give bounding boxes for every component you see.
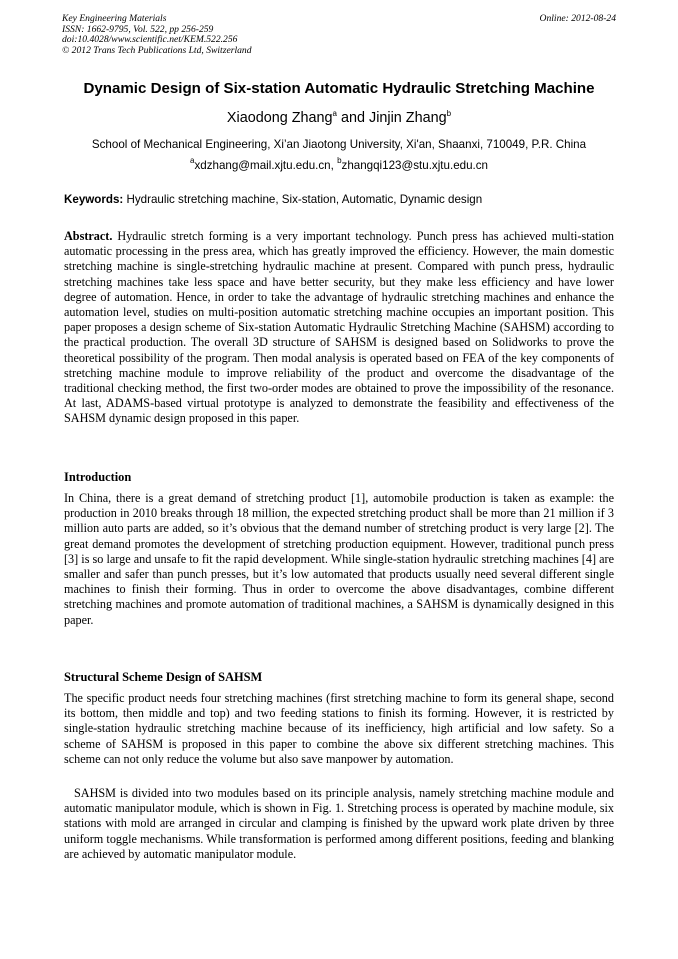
author-1: Xiaodong Zhang xyxy=(226,110,333,126)
author-conjunction: and xyxy=(337,110,370,126)
email-a: xdzhang@mail.xjtu.edu.cn, xyxy=(194,159,338,172)
abstract-text: Hydraulic stretch forming is a very important technology. Punch press has achieved multi-station automatic processing in the press area, which has greatly improved the efficiency. However, the main domestic stretching machine is single-stretching hydraulic machine at present. Compared with punch press, hydraulic stretching machines take less space and have better security, but they make less efficiency and have lower degree of automation. Hence, in order to take the advantage of hydraulic stretching machines and enhance the automation level, studies on multi-position automatic stretching machine occupies an important position. This paper proposes a design scheme of Six-station Automatic Hydraulic Stretching Machine (SAHSM) according to the practical production. The overall 3D structure of SAHSM is designed based on Solidworks to prove the theoretical possibility of the program. Then modal analysis is operated based on FEA of the key components of stretching machine module to improve reliability of the product and overcome the disadvantage of the traditional checking method, the first two-order modes are obtained to prove the impossibility of the resonance. At last, ADAMS-based virtual prototype is analyzed to demonstrate the feasibility and effectiveness of the SAHSM dynamic design proposed in this paper. xyxy=(64,229,614,426)
email-b-sup: b xyxy=(337,156,342,165)
structural-heading: Structural Scheme Design of SAHSM xyxy=(64,670,263,684)
email-line xyxy=(30,156,648,172)
email-a-sup: a xyxy=(190,156,195,165)
journal-name: Key Engineering Materials xyxy=(62,13,167,24)
copyright-line: © 2012 Trans Tech Publications Ltd, Switzerland xyxy=(62,44,252,56)
keywords-label: Keywords: xyxy=(64,193,124,206)
journal-header xyxy=(62,14,616,56)
introduction-heading: Introduction xyxy=(64,470,132,484)
journal-info xyxy=(62,14,616,56)
email-b: zhangqi123@stu.xjtu.edu.cn xyxy=(341,159,488,172)
author-line xyxy=(40,110,638,126)
abstract-label: Abstract. xyxy=(64,229,113,243)
structural-paragraph-2: SAHSM is divided into two modules based on its principle analysis, namely stretching machine module and automatic manipulator module, which is shown in Fig. 1. Stretching process is operated by machine module, six stations with mold are arranged in circular and clamping is finished by the upward work plate driven by three uniform toggle mechanisms. While transformation is performed among different positions, feeding and blanking are achieved by automatic manipulator module. xyxy=(64,786,614,861)
author-1-sup: a xyxy=(332,109,337,118)
affiliation: School of Mechanical Engineering, Xi’an Jiaotong University, Xi'an, Shaanxi, 710049, P.R. China xyxy=(91,138,587,151)
author-2-sup: b xyxy=(446,109,452,118)
introduction-paragraph: In China, there is a great demand of stretching product [1], automobile production is taken as example: the production in 2010 breaks through 18 million, the expected stretching product shall be more than 21 million if 3 million auto parts are added, so it’s obvious that the demand number of stretching product is very large [2]. The great demand promotes the development of stretching production equipment. However, traditional punch press [3] is so large and unsafe to fit the rapid development. While single-station hydraulic stretching machines [4] are smaller and safer than punch presses, but it’s low automated that products usually need several different single machines to finish their forming. Thus in order to overcome the above disadvantages, combine different stretching machines and promote automation of traditional machines, a SAHSM is dynamically designed in this paper. xyxy=(64,491,614,627)
paper-title: Dynamic Design of Six-station Automatic Hydraulic Stretching Machine xyxy=(83,80,595,97)
author-2: Jinjin Zhang xyxy=(369,110,447,126)
keywords-text: Hydraulic stretching machine, Six-station, Automatic, Dynamic design xyxy=(123,193,483,206)
online-date: Online: 2012-08-24 xyxy=(539,13,616,24)
issn-line: ISSN: 1662-9795, Vol. 522, pp 256-259 xyxy=(62,23,214,35)
doi-line: doi:10.4028/www.scientific.net/KEM.522.256 xyxy=(62,34,238,46)
keywords xyxy=(64,193,638,206)
structural-paragraph-1: The specific product needs four stretching machines (first stretching machine to form its general shape, second its bottom, then middle and top) and two feeding stations to finish its forming. However, it is restricted by single-station hydraulic stretching machine because of its inefficiency, high artificial and low safety. So a scheme of SAHSM is proposed in this paper to combine the above six different stretching machines. This scheme can not only reduce the volume but also save manpower by automation. xyxy=(64,691,614,766)
abstract xyxy=(64,229,614,427)
